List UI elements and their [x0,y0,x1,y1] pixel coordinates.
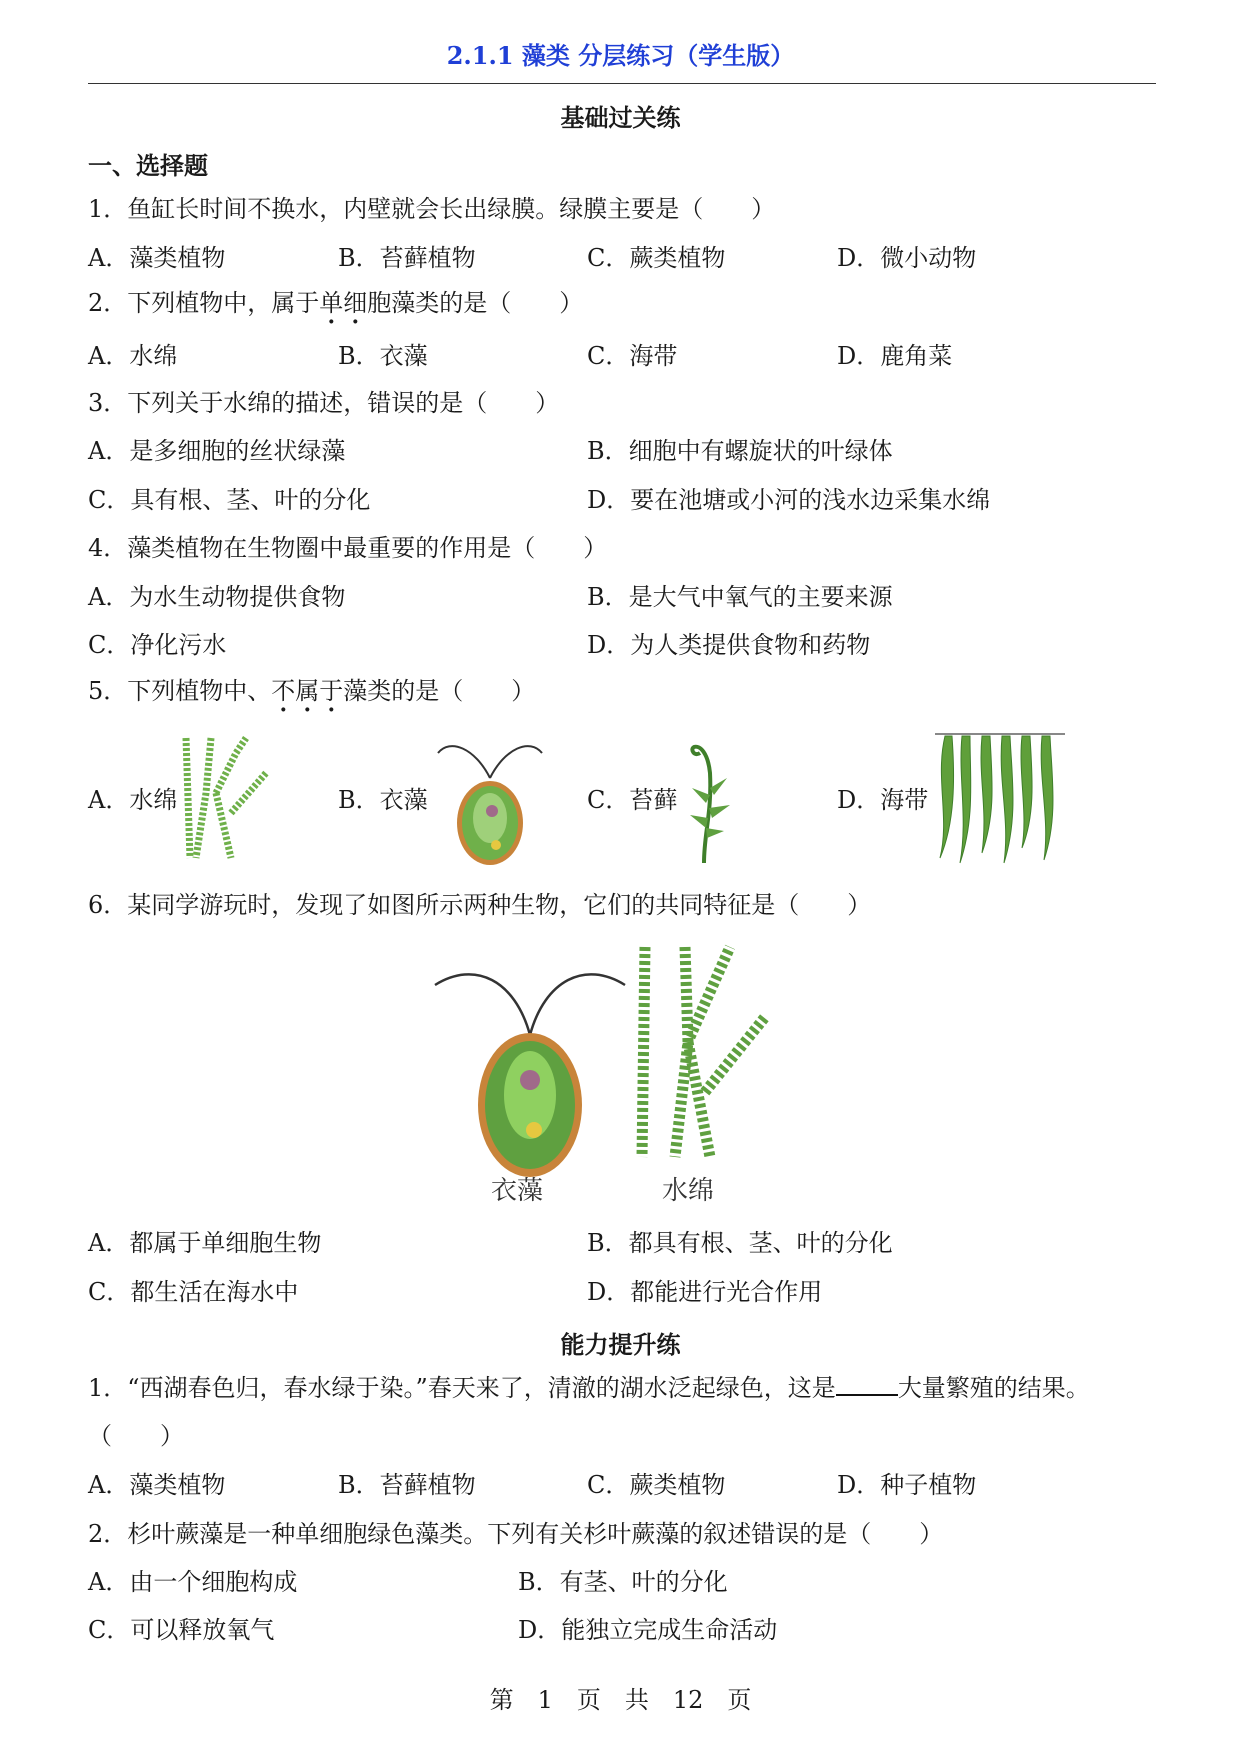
question-4-option-d: D．为人类提供食物和药物 [587,631,871,659]
question-5-option-d: D．海带 [837,786,929,814]
document-header: 2.1.1 藻类 分层练习（学生版） [446,41,795,70]
spirogyra-image [176,733,276,863]
question-1-option-c: C．蕨类植物 [587,244,726,272]
advanced-question-2-stem: 2．杉叶蕨藻是一种单细胞绿色藻类。下列有关杉叶蕨藻的叙述错误的是（ ） [88,1520,944,1548]
emphasis-dot-char: 单 [319,289,344,317]
advanced-question-1-stem: 1．“西湖春色归，春水绿于染。”春天来了，清澈的湖水泛起绿色，这是 大量繁殖的结果。 [88,1374,1090,1402]
question-1-option-a: A．藻类植物 [88,244,226,272]
question-5-option-a: A．水绵 [88,786,178,814]
question-6-option-c: C．都生活在海水中 [88,1278,299,1306]
question-5-stem: 5．下列植物中、不属于藻类的是（ ） [88,677,536,705]
page-footer: 第 1 页 共 12 页 [489,1686,752,1714]
moss-image [672,733,752,868]
kelp-image [930,728,1070,868]
question-6-stem: 6．某同学游玩时，发现了如图所示两种生物，它们的共同特征是（ ） [88,891,872,919]
question-1-option-b: B．苔藓植物 [338,244,476,272]
question-3-option-c: C．具有根、茎、叶的分化 [88,486,371,514]
question-4-stem: 4．藻类植物在生物圈中最重要的作用是（ ） [88,534,608,562]
question-6-option-b: B．都具有根、茎、叶的分化 [587,1229,893,1257]
question-6-option-a: A．都属于单细胞生物 [88,1229,322,1257]
question-1-option-d: D．微小动物 [837,244,977,272]
figure-label-chlamydomonas: 衣藻 [491,1176,544,1206]
question-2-option-b: B．衣藻 [338,342,428,370]
figure-label-spirogyra: 水绵 [662,1176,715,1206]
emphasis-dot-char: 细 [343,289,368,317]
question-4-option-a: A．为水生动物提供食物 [88,583,346,611]
question-1-stem: 1．鱼缸长时间不换水，内壁就会长出绿膜。绿膜主要是（ ） [88,195,776,223]
question-6-option-d: D．都能进行光合作用 [587,1278,823,1306]
part-title-choice: 一、选择题 [88,151,208,180]
spirogyra-figure [630,942,780,1167]
question-2-option-d: D．鹿角菜 [837,342,953,370]
question-3-option-a: A．是多细胞的丝状绿藻 [88,437,346,465]
chlamydomonas-image [430,733,550,868]
section-title-advanced: 能力提升练 [560,1330,681,1359]
question-4-option-c: C．净化污水 [88,631,227,659]
advanced-question-1-option-a: A．藻类植物 [88,1471,226,1499]
question-2-option-c: C．海带 [587,342,678,370]
emphasis-dot-char: 不 [271,677,296,705]
question-3-option-d: D．要在池塘或小河的浅水边采集水绵 [587,486,991,514]
question-2-option-a: A．水绵 [88,342,178,370]
advanced-question-1-option-b: B．苔藓植物 [338,1471,476,1499]
advanced-question-2-option-a: A．由一个细胞构成 [88,1568,298,1596]
advanced-question-2-option-d: D．能独立完成生命活动 [518,1616,778,1644]
advanced-question-1-paren: （ ） [88,1422,184,1450]
question-3-option-b: B．细胞中有螺旋状的叶绿体 [587,437,893,465]
question-4-option-b: B．是大气中氧气的主要来源 [587,583,893,611]
header-rule [88,83,1156,84]
answer-blank [836,1394,898,1396]
advanced-question-1-option-d: D．种子植物 [837,1471,977,1499]
question-5-option-c: C．苔藓 [587,786,678,814]
question-3-stem: 3．下列关于水绵的描述，错误的是（ ） [88,389,560,417]
section-title-basic: 基础过关练 [560,103,681,132]
emphasis-dot-char: 属 [295,677,320,705]
advanced-question-2-option-c: C．可以释放氧气 [88,1616,275,1644]
chlamydomonas-figure [430,940,630,1200]
question-2-stem: 2．下列植物中，属于单细胞藻类的是（ ） [88,289,584,317]
question-5-option-b: B．衣藻 [338,786,428,814]
emphasis-dot-char: 于 [319,677,344,705]
advanced-question-2-option-b: B．有茎、叶的分化 [518,1568,728,1596]
advanced-question-1-option-c: C．蕨类植物 [587,1471,726,1499]
